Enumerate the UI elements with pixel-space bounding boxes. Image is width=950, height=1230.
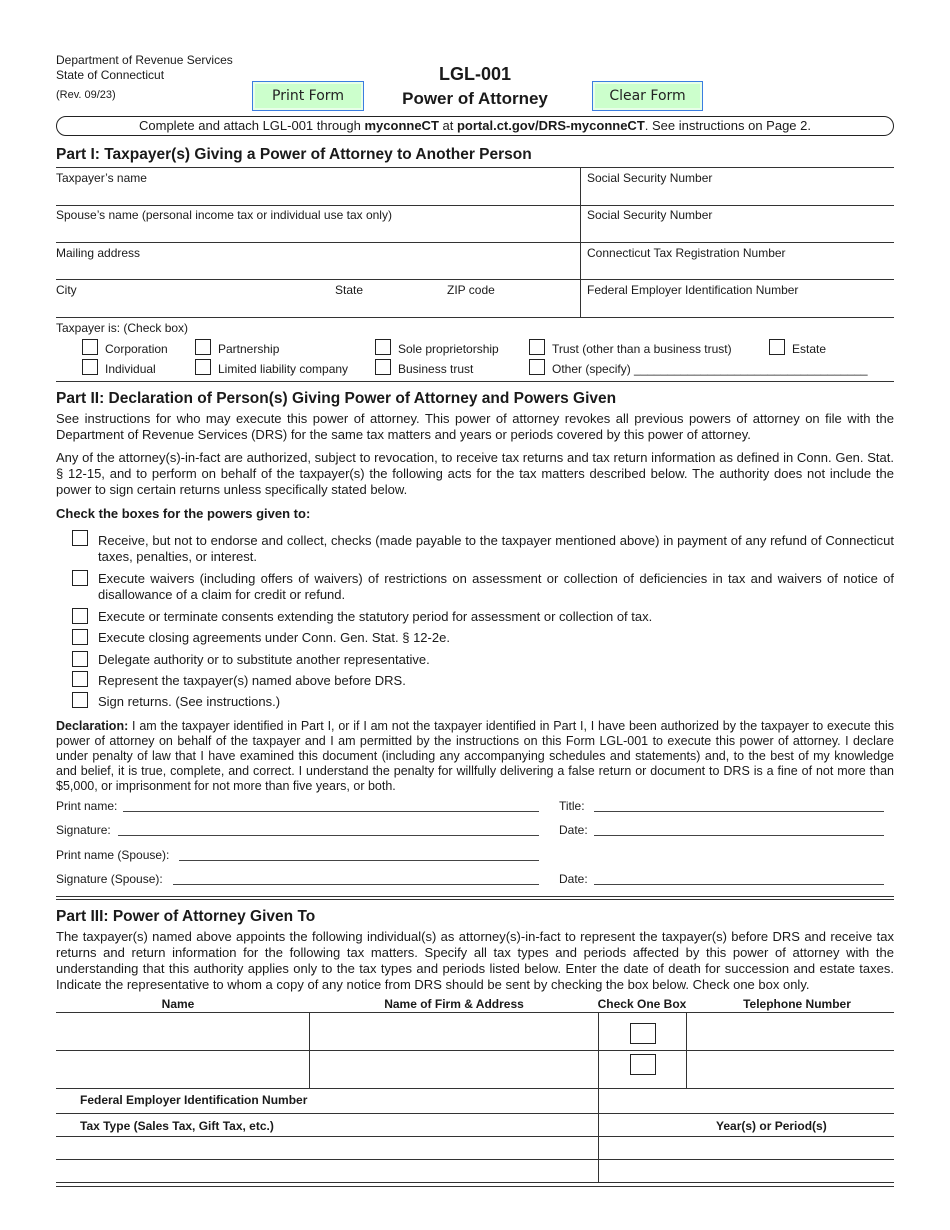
- print-form-button[interactable]: Print Form: [252, 81, 364, 111]
- power-checkbox-3[interactable]: [72, 608, 88, 624]
- divider: [56, 1159, 894, 1160]
- divider: [56, 899, 894, 900]
- divider: [56, 896, 894, 897]
- state-name: State of Connecticut: [56, 68, 165, 82]
- power-checkbox-1[interactable]: [72, 530, 88, 546]
- business-trust-label: Business trust: [398, 362, 474, 376]
- form-number: LGL-001: [438, 64, 512, 84]
- form-title: Power of Attorney: [402, 89, 548, 108]
- date-label: Date:: [559, 823, 588, 837]
- date-field[interactable]: [594, 823, 884, 836]
- signature-field[interactable]: [118, 823, 539, 836]
- signature-spouse-field[interactable]: [173, 872, 539, 885]
- part3-heading: Part III: Power of Attorney Given To: [56, 908, 316, 925]
- llc-checkbox[interactable]: [195, 359, 211, 375]
- other-specify-field[interactable]: Other (specify) ___________________________________: [552, 362, 868, 376]
- power-label-2: Execute waivers (including offers of waivers) of restrictions on assessment or collection of deficiencies in tax and waivers of notice of disallowance of a claim for credit or refund.: [98, 571, 894, 602]
- declaration-text: Declaration: I am the taxpayer identified in Part I, or if I am not the taxpayer identified in Part I, I have been authorized by the taxpayer to execute this power of attorney on behalf of the taxpayer and I am permitted by the instructions on this Form LGL-001 to execute this power of attorney. I declare under penalty of law that I have examined this document (including any accompanying schedules and statements) and, to the best of my knowledge and belief, it is true, complete, and correct. I understand the penalty for willfully delivering a false return or document to DRS is a fine of not more than $5,000, or imprisonment for not more than five years, or both.: [56, 719, 894, 793]
- powers-heading: Check the boxes for the powers given to:: [56, 506, 311, 521]
- print-name-label: Print name:: [56, 799, 118, 813]
- col-name: Name: [161, 997, 195, 1011]
- power-label-7: Sign returns. (See instructions.): [98, 694, 281, 709]
- power-label-3: Execute or terminate consents extending the statutory period for assessment or collection of tax.: [98, 609, 653, 624]
- years-label: Year(s) or Period(s): [716, 1119, 827, 1133]
- power-checkbox-7[interactable]: [72, 692, 88, 708]
- ct-registration-field[interactable]: Connecticut Tax Registration Number: [587, 246, 786, 260]
- taxpayer-name-field[interactable]: Taxpayer’s name: [56, 171, 147, 185]
- spouse-name-field[interactable]: Spouse’s name (personal income tax or individual use tax only): [56, 208, 392, 222]
- part2-heading: Part II: Declaration of Person(s) Giving Power of Attorney and Powers Given: [56, 390, 617, 407]
- clear-form-button[interactable]: Clear Form: [592, 81, 703, 111]
- divider: [56, 1186, 894, 1187]
- mailing-address-field[interactable]: Mailing address: [56, 246, 141, 260]
- spouse-ssn-field[interactable]: Social Security Number: [587, 208, 713, 222]
- power-checkbox-2[interactable]: [72, 570, 88, 586]
- date-spouse-field[interactable]: [594, 872, 884, 885]
- individual-checkbox[interactable]: [82, 359, 98, 375]
- zip-field[interactable]: ZIP code: [447, 283, 495, 297]
- sole-proprietorship-label: Sole proprietorship: [398, 342, 499, 356]
- divider: [56, 317, 894, 318]
- power-checkbox-5[interactable]: [72, 651, 88, 667]
- notice-checkbox-1[interactable]: [630, 1023, 656, 1044]
- power-label-5: Delegate authority or to substitute another representative.: [98, 652, 430, 667]
- divider: [56, 279, 894, 280]
- instructions-banner: Complete and attach LGL-001 through myconneCT at portal.ct.gov/DRS-myconneCT. See instructions on Page 2.: [56, 116, 894, 136]
- part2-intro: See instructions for who may execute this power of attorney. This power of attorney revokes all previous powers of attorney on file with the Department of Revenue Services (DRS) for the same tax matters and years or periods covered by this power of attorney.: [56, 411, 894, 442]
- col-check: Check One Box: [597, 997, 687, 1011]
- sole-proprietorship-checkbox[interactable]: [375, 339, 391, 355]
- department-name: Department of Revenue Services: [56, 53, 233, 67]
- partnership-checkbox[interactable]: [195, 339, 211, 355]
- power-label-1: Receive, but not to endorse and collect, checks (made payable to the taxpayer mentioned above) in payment of any refund of Connecticut taxes, penalties, or interest.: [98, 533, 894, 564]
- business-trust-checkbox[interactable]: [375, 359, 391, 375]
- part1-heading: Part I: Taxpayer(s) Giving a Power of Attorney to Another Person: [56, 146, 532, 163]
- part3-intro: The taxpayer(s) named above appoints the following individual(s) as attorney(s)-in-fact to represent the taxpayer(s) before DRS and receive tax returns and return information for the following tax matters. Specify all tax types and periods affected by this power of attorney with the understanding that this authority applies only to the tax types and periods listed below. Enter the date of death for succession and estate taxes. Indicate the representative to whom a copy of any notice from DRS should be sent by checking the box below. Check one box only.: [56, 929, 894, 992]
- date-spouse-label: Date:: [559, 872, 588, 886]
- power-label-6: Represent the taxpayer(s) named above before DRS.: [98, 673, 406, 688]
- col-firm: Name of Firm & Address: [384, 997, 524, 1011]
- divider: [56, 1182, 894, 1183]
- corporation-label: Corporation: [105, 342, 168, 356]
- trust-checkbox[interactable]: [529, 339, 545, 355]
- divider: [56, 1012, 894, 1013]
- divider: [56, 1050, 894, 1051]
- city-field[interactable]: City: [56, 283, 77, 297]
- divider: [56, 205, 894, 206]
- llc-label: Limited liability company: [218, 362, 349, 376]
- fein-label: Federal Employer Identification Number: [80, 1093, 308, 1107]
- title-field[interactable]: [594, 799, 884, 812]
- col-phone: Telephone Number: [743, 997, 851, 1011]
- divider: [56, 167, 894, 168]
- print-name-spouse-label: Print name (Spouse):: [56, 848, 170, 862]
- signature-spouse-label: Signature (Spouse):: [56, 872, 163, 886]
- notice-checkbox-2[interactable]: [630, 1054, 656, 1075]
- divider: [56, 242, 894, 243]
- title-label: Title:: [559, 799, 585, 813]
- corporation-checkbox[interactable]: [82, 339, 98, 355]
- partnership-label: Partnership: [218, 342, 280, 356]
- tax-type-label: Tax Type (Sales Tax, Gift Tax, etc.): [80, 1119, 274, 1133]
- print-name-spouse-field[interactable]: [179, 848, 539, 861]
- divider: [56, 1088, 894, 1089]
- divider: [56, 1136, 894, 1137]
- divider: [598, 1012, 599, 1182]
- other-checkbox[interactable]: [529, 359, 545, 375]
- power-checkbox-4[interactable]: [72, 629, 88, 645]
- trust-label: Trust (other than a business trust): [552, 342, 732, 356]
- power-label-4: Execute closing agreements under Conn. Gen. Stat. § 12-2e.: [98, 630, 450, 645]
- signature-label: Signature:: [56, 823, 111, 837]
- taxpayer-is-label: Taxpayer is: (Check box): [56, 321, 189, 335]
- individual-label: Individual: [105, 362, 156, 376]
- state-field[interactable]: State: [335, 283, 364, 297]
- fein-field[interactable]: Federal Employer Identification Number: [587, 283, 799, 297]
- estate-label: Estate: [792, 342, 827, 356]
- divider: [56, 381, 894, 382]
- power-checkbox-6[interactable]: [72, 671, 88, 687]
- part2-authority: Any of the attorney(s)-in-fact are authorized, subject to revocation, to receive tax returns and tax return information as defined in Conn. Gen. Stat. § 12-15, and to perform on behalf of the taxpayer(s) the following acts for the tax matters described below. The authority does not include the power to sign certain returns unless specifically stated below.: [56, 450, 894, 497]
- print-name-field[interactable]: [123, 799, 539, 812]
- ssn-field[interactable]: Social Security Number: [587, 171, 713, 185]
- estate-checkbox[interactable]: [769, 339, 785, 355]
- revision-date: (Rev. 09/23): [56, 89, 116, 101]
- divider: [56, 1113, 894, 1114]
